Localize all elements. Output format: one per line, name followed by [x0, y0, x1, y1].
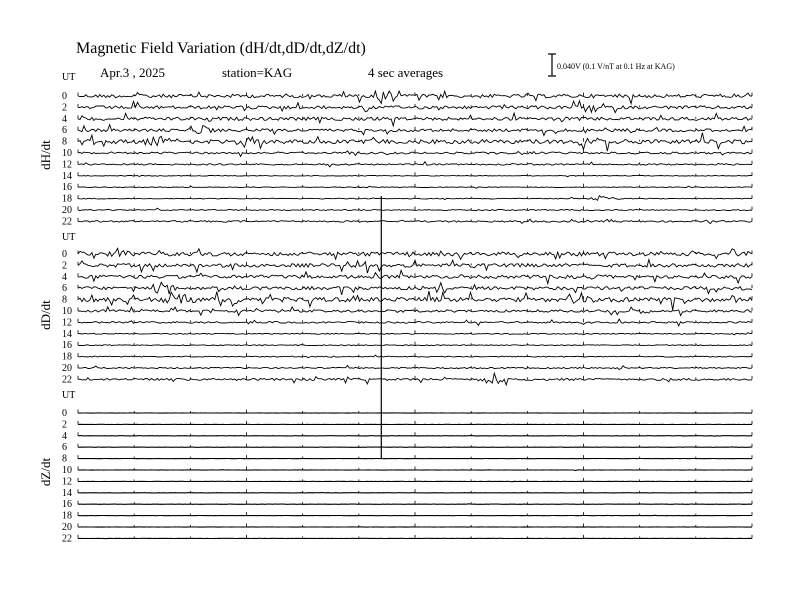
series-trace-row: [78, 492, 752, 493]
series-trace-row: [78, 133, 752, 152]
chart-station: station=KAG: [222, 65, 293, 80]
panel-dH-dt: [38, 72, 752, 227]
hour-tick-label: 22: [62, 374, 72, 386]
scale-bar-icon: [548, 54, 556, 76]
series-trace-row: [78, 291, 752, 310]
hour-tick-label: 10: [62, 148, 72, 159]
hour-tick-label: 8: [62, 136, 67, 148]
hour-tick-label: 20: [62, 363, 72, 374]
chart-averaging: 4 sec averages: [368, 65, 444, 80]
hour-tick-label: 4: [62, 430, 67, 442]
ut-label: UT: [62, 390, 76, 401]
hour-tick-label: 16: [62, 182, 72, 194]
hour-tick-label: 12: [62, 317, 72, 329]
chart-date: Apr.3 , 2025: [100, 65, 165, 80]
hour-tick-label: 22: [62, 533, 72, 545]
panel-dZ-dt: [38, 390, 752, 544]
series-trace-row: [78, 282, 752, 295]
hour-tick-label: 0: [62, 249, 67, 260]
hour-tick-label: 14: [62, 170, 72, 182]
series-trace-row: [78, 101, 752, 113]
hour-tick-label: 0: [62, 91, 67, 102]
hour-tick-label: 12: [62, 476, 72, 488]
hour-tick-label: 14: [62, 487, 72, 499]
series-trace-row: [78, 436, 752, 437]
series-trace-row: [78, 504, 752, 505]
hour-tick-label: 18: [62, 193, 72, 205]
hour-tick-label: 16: [62, 340, 72, 352]
hour-tick-label: 20: [62, 522, 72, 533]
hour-tick-label: 4: [62, 271, 67, 283]
panel-ylabel: dZ/dt: [38, 457, 53, 487]
series-trace-row: [78, 481, 752, 482]
panel-dD-dt: [38, 232, 752, 385]
hour-tick-label: 12: [62, 159, 72, 171]
hour-tick-label: 18: [62, 351, 72, 363]
series-trace-row: [78, 470, 752, 471]
hour-tick-label: 4: [62, 113, 67, 125]
ut-label: UT: [62, 72, 76, 83]
hour-tick-label: 10: [62, 306, 72, 317]
series-trace-row: [78, 113, 752, 126]
hour-tick-label: 22: [62, 216, 72, 228]
panel-ylabel: dD/dt: [38, 300, 53, 330]
hour-tick-label: 2: [62, 102, 67, 114]
series-trace-row: [78, 260, 752, 274]
hour-tick-label: 14: [62, 328, 72, 340]
series-trace-row: [78, 270, 752, 283]
hour-tick-label: 2: [62, 260, 67, 272]
hour-tick-label: 8: [62, 294, 67, 306]
hour-tick-label: 20: [62, 205, 72, 216]
hour-tick-label: 6: [62, 283, 67, 295]
panel-ylabel: dH/dt: [38, 140, 53, 170]
series-trace-row: [78, 125, 752, 136]
ut-label: UT: [62, 232, 76, 243]
hour-tick-label: 0: [62, 408, 67, 419]
series-trace-row: [78, 175, 752, 176]
hour-tick-label: 6: [62, 442, 67, 454]
hour-tick-label: 2: [62, 419, 67, 431]
hour-tick-label: 10: [62, 465, 72, 476]
chart-title: Magnetic Field Variation (dH/dt,dD/dt,dZ/dt): [76, 40, 366, 57]
hour-tick-label: 6: [62, 125, 67, 137]
hour-tick-label: 8: [62, 453, 67, 465]
hour-tick-label: 16: [62, 499, 72, 511]
hour-tick-label: 18: [62, 510, 72, 522]
panels: [38, 72, 752, 544]
scale-bar-label: 0.040V (0.1 V/nT at 0.1 Hz at KAG): [557, 62, 675, 71]
